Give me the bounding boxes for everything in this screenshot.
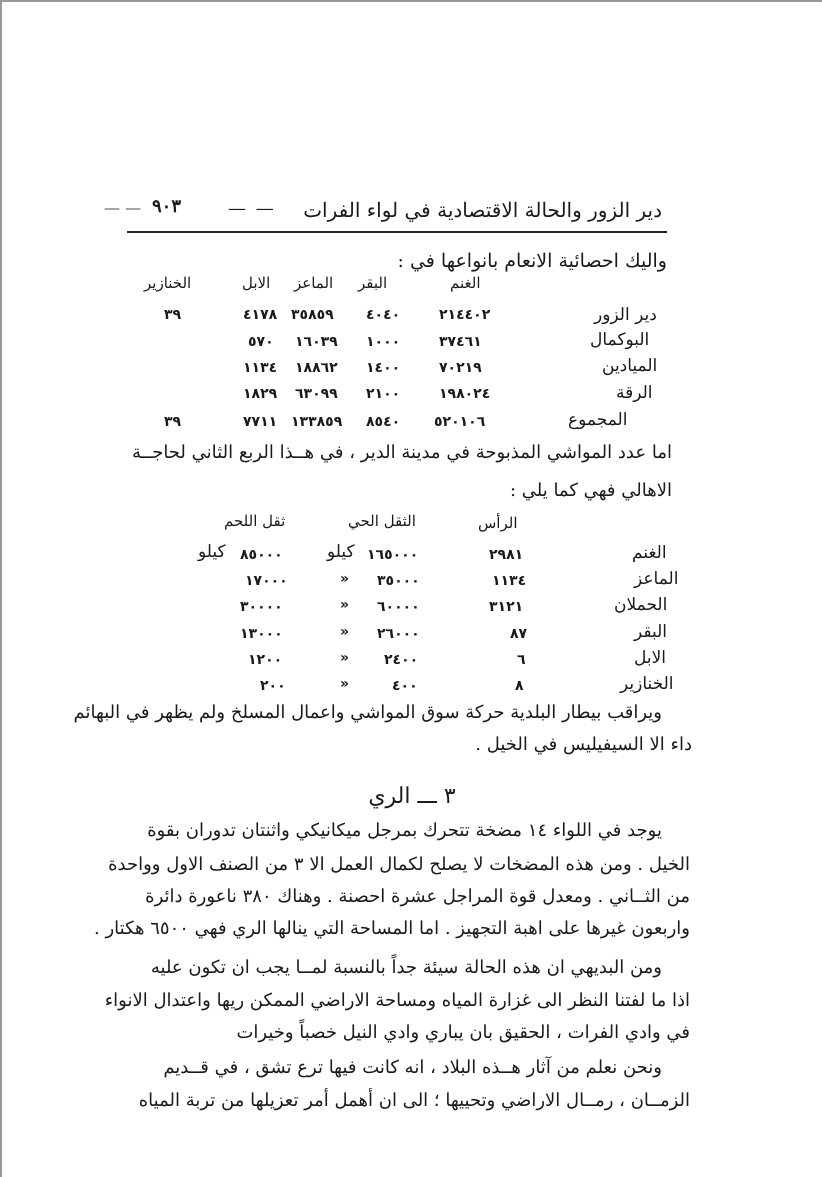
irrigation-line-9: الزمــان ، رمــال الاراضي وتحييها ؛ الى ان أهمل أمر تعزيلها من تربة المياه [138,1090,690,1111]
cell-meat-weight: ٣٠٠٠٠ [240,599,283,615]
col-header-meat-weight: ثقل اللحم [224,512,286,530]
cell-camels: ٥٧٠ [248,334,274,350]
header-dash-left: — — [104,198,142,217]
row-label: الرقة [616,383,653,403]
vet-paragraph-line1: ويراقب بيطار البلدية حركة سوق المواشي واعمال المسلخ ولم يظهر في البهائم [73,702,662,723]
cell-live-unit-ditto: » [340,676,350,692]
slaughter-intro-line1: اما عدد المواشي المذبوحة في مدينة الدير ، في هــذا الربع الثاني لحاجــة [132,442,672,463]
cell-cattle: ١٠٠٠ [366,334,401,350]
col-header-live-weight: الثقل الحي [348,512,416,530]
col-header-cattle: البقر [358,274,388,292]
cell-live-unit: كيلو [327,542,355,562]
row-label: الميادين [602,356,658,376]
cell-heads: ٦ [517,652,526,668]
cell-sheep: ١٩٨٠٢٤ [439,386,491,402]
cell-live-weight: ٢٦٠٠٠ [377,626,420,642]
cell-camels: ٧٧١١ [243,414,278,430]
irrigation-line-2: الخيل . ومن هذه المضخات لا يصلح لكمال العمل الا ٣ من الصنف الاول وواحدة [108,854,690,875]
irrigation-line-4: واربعون غيرها على اهبة التجهيز . اما المساحة التي ينالها الري فهي ٦٥٠٠ هكتار . [94,918,690,939]
cell-sheep: ٧٠٢١٩ [439,360,482,376]
irrigation-line-3: من الثــاني . ومعدل قوة المراجل عشرة احصنة . وهناك ٣٨٠ ناعورة دائرة [145,886,690,907]
cell-goats: ١٦٠٣٩ [295,334,338,350]
row-label: البوكمال [590,330,650,350]
cell-live-weight: ٢٤٠٠ [384,652,419,668]
cell-live-unit-ditto: » [340,597,350,613]
vet-paragraph-line2: داء الا السيفيليس في الخيل . [475,734,692,755]
cell-cattle: ٢١٠٠ [366,386,401,402]
cell-live-unit-ditto: » [340,624,350,640]
cell-camels: ٤١٧٨ [243,307,278,323]
cell-cattle: ٨٥٤٠ [366,414,401,430]
running-header-title: دير الزور والحالة الاقتصادية في لواء الفرات [303,198,662,222]
cell-goats: ٦٣٠٩٩ [295,386,338,402]
irrigation-line-7: في وادي الفرات ، الحقيق بان يباري وادي النيل خصباً وخيرات [236,1022,690,1043]
cell-heads: ٨ [515,678,524,694]
cell-sheep: ٣٧٤٦١ [439,334,482,350]
cell-goats: ١٣٣٨٥٩ [291,414,343,430]
irrigation-line-6: اذا ما لفتنا النظر الى غزارة المياه ومساحة الاراضي الممكن ريها واعتدال الانواء [104,990,690,1011]
cell-sheep: ٢١٤٤٠٢ [439,307,491,323]
col-header-heads: الرأس [478,514,518,532]
cell-live-weight: ٣٥٠٠٠ [377,573,420,589]
col-header-camels: الابل [242,274,271,292]
cell-sheep: ٥٢٠١٠٦ [434,414,486,430]
cell-heads: ٢٩٨١ [489,547,524,563]
col-header-pigs: الخنازير [144,274,192,292]
cell-cattle: ١٤٠٠ [366,360,401,376]
cell-camels: ١٨٢٩ [243,386,278,402]
cell-camels: ١١٣٤ [243,360,278,376]
row-label: دير الزور [594,305,657,325]
cell-heads: ٣١٢١ [489,599,524,615]
cell-meat-weight: ١٧٠٠٠ [245,573,288,589]
page-number: ٩٠٣ [152,196,182,217]
cell-meat-unit: كيلو [198,542,226,562]
cell-heads: ٨٧ [510,626,528,642]
row-label: الغنم [632,543,667,563]
row-label: الماعز [634,569,679,589]
cell-live-weight: ١٦٥٠٠٠ [367,547,419,563]
cell-live-weight: ٤٠٠ [392,678,418,694]
row-label: الحملان [614,595,668,615]
cell-live-weight: ٦٠٠٠٠ [377,599,420,615]
header-rule [127,231,667,233]
col-header-goats: الماعز [294,274,334,292]
cell-meat-weight: ٨٥٠٠٠ [240,547,283,563]
col-header-sheep: الغنم [450,274,481,292]
row-label-total: المجموع [568,410,628,430]
header-title-dashes: — — [228,198,276,219]
cell-cattle: ٤٠٤٠ [366,307,401,323]
irrigation-line-8: ونحن نعلم من آثار هــذه البلاد ، انه كانت فيها ترع تشق ، في قــديم [163,1057,662,1078]
cell-goats: ٣٥٨٥٩ [291,307,334,323]
slaughter-intro-line2: الاهالي فهي كما يلي : [509,480,672,501]
section-title-irrigation: ٣ ـــ الري [368,784,456,809]
cell-meat-weight: ١٣٠٠٠ [240,626,283,642]
cell-live-unit-ditto: » [340,571,350,587]
livestock-intro: واليك احصائية الانعام بانواعها في : [397,250,667,272]
cell-heads: ١١٣٤ [492,573,527,589]
irrigation-line-1: يوجد في اللواء ١٤ مضخة تتحرك بمرجل ميكانيكي واثنتان تدوران بقوة [147,820,662,841]
row-label: الخنازير [620,674,674,694]
row-label: البقر [634,622,668,642]
irrigation-line-5: ومن البديهي ان هذه الحالة سيئة جداً بالنسبة لمــا يجب ان تكون عليه [150,957,662,978]
cell-pigs: ٣٩ [164,307,182,323]
cell-goats: ١٨٨٦٢ [295,360,338,376]
row-label: الابل [634,648,667,668]
cell-meat-weight: ١٢٠٠ [248,652,283,668]
cell-meat-weight: ٢٠٠ [260,678,286,694]
cell-pigs: ٣٩ [164,414,182,430]
cell-live-unit-ditto: » [340,650,350,666]
